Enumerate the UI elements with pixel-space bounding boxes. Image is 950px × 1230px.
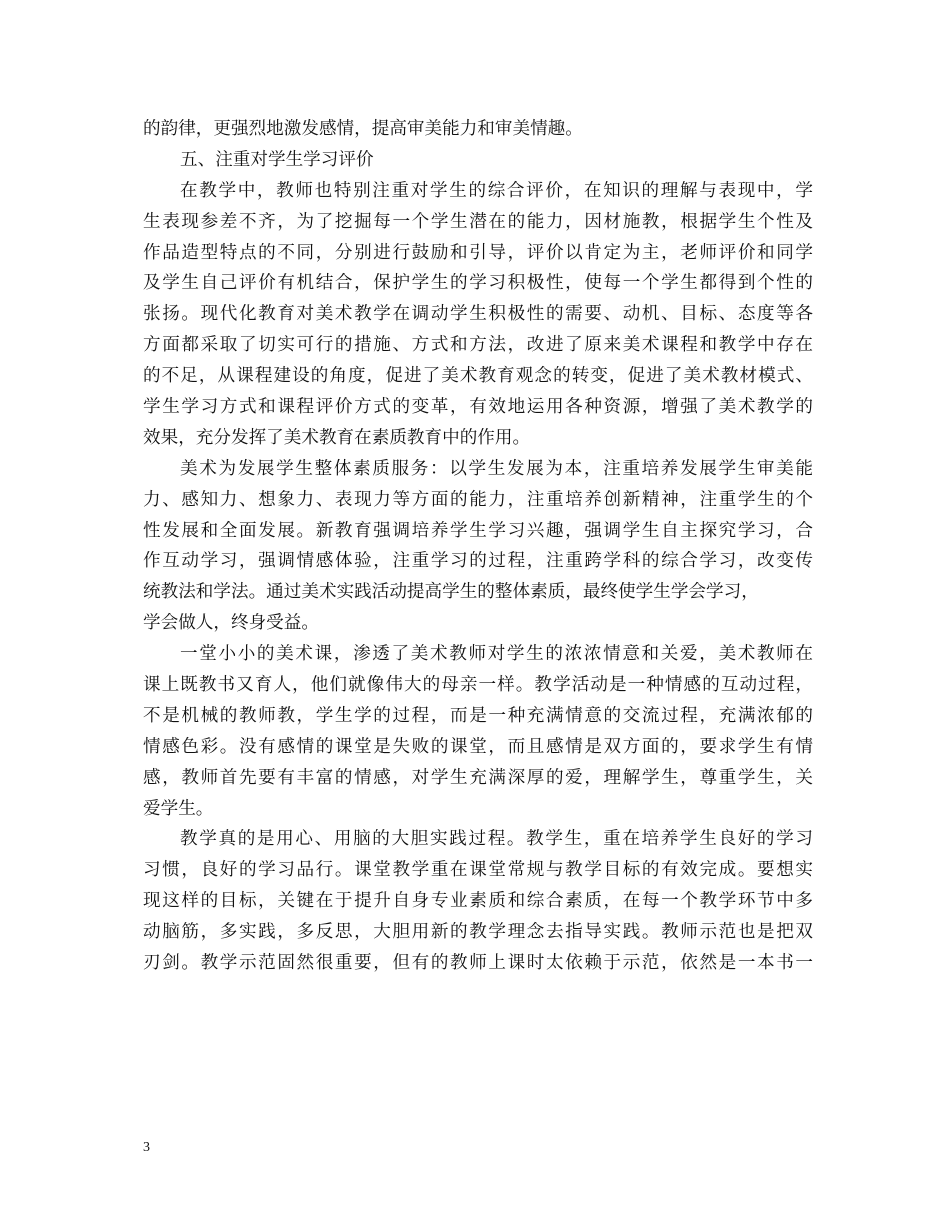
text-line: 学会做人，终身受益。 <box>143 613 319 634</box>
text-line: 的不足，从课程建设的角度，促进了美术教育观念的转变，促进了美术教材模式、 <box>143 366 813 387</box>
text-line: 教学真的是用心、用脑的大胆实践过程。教学生，重在培养学生良好的学习 <box>180 829 813 850</box>
text-line: 感，教师首先要有丰富的情感，对学生充满深厚的爱，理解学生，尊重学生，关 <box>143 767 813 788</box>
text-line: 生表现参差不齐，为了挖掘每一个学生潜在的能力，因材施教，根据学生个性及 <box>143 211 813 232</box>
text-line: 现这样的目标，关键在于提升自身专业素质和综合素质，在每一个教学环节中多 <box>143 891 813 912</box>
section-heading: 五、注重对学生学习评价 <box>180 149 374 170</box>
text-line: 及学生自己评价有机结合，保护学生的学习积极性，使每一个学生都得到个性的 <box>143 273 813 294</box>
text-line: 习惯，良好的学习品行。课堂教学重在课堂常规与教学目标的有效完成。要想实 <box>143 860 813 881</box>
page-number: 3 <box>143 1140 150 1155</box>
text-line: 一堂小小的美术课，渗透了美术教师对学生的浓浓情意和关爱，美术教师在 <box>180 644 813 665</box>
text-line: 爱学生。 <box>143 798 214 819</box>
text-line: 统教法和学法。通过美术实践活动提高学生的整体素质，最终使学生学会学习， <box>143 582 759 603</box>
text-line: 力、感知力、想象力、表现力等方面的能力，注重培养创新精神，注重学生的个 <box>143 489 813 510</box>
text-line: 性发展和全面发展。新教育强调培养学生学习兴趣，强调学生自主探究学习，合 <box>143 520 813 541</box>
text-line: 学生学习方式和课程评价方式的变革，有效地运用各种资源，增强了美术教学的 <box>143 397 813 418</box>
text-line: 刃剑。教学示范固然很重要，但有的教师上课时太依赖于示范，依然是一本书一 <box>143 953 813 974</box>
body-text <box>143 114 813 979</box>
text-line: 在教学中，教师也特别注重对学生的综合评价，在知识的理解与表现中，学 <box>180 180 813 201</box>
text-line: 不是机械的教师教，学生学的过程，而是一种充满情意的交流过程，充满浓郁的 <box>143 705 813 726</box>
text-line: 张扬。现代化教育对美术教学在调动学生积极性的需要、动机、目标、态度等各 <box>143 304 813 325</box>
text-line: 情感色彩。没有感情的课堂是失败的课堂，而且感情是双方面的，要求学生有情 <box>143 736 813 757</box>
text-line: 效果，充分发挥了美术教育在素质教育中的作用。 <box>143 427 531 448</box>
text-line: 美术为发展学生整体素质服务：以学生发展为本，注重培养发展学生审美能 <box>180 458 813 479</box>
text-line: 的韵律，更强烈地激发感情，提高审美能力和审美情趣。 <box>143 119 583 139</box>
text-line: 作品造型特点的不同，分别进行鼓励和引导，评价以肯定为主，老师评价和同学 <box>143 242 813 263</box>
text-line: 课上既教书又育人，他们就像伟大的母亲一样。教学活动是一种情感的互动过程， <box>143 675 813 696</box>
text-line: 作互动学习，强调情感体验，注重学习的过程，注重跨学科的综合学习，改变传 <box>143 551 813 572</box>
text-line: 方面都采取了切实可行的措施、方式和方法，改进了原来美术课程和教学中存在 <box>143 335 813 356</box>
text-line: 动脑筋，多实践，多反思，大胆用新的教学理念去指导实践。教师示范也是把双 <box>143 922 813 943</box>
